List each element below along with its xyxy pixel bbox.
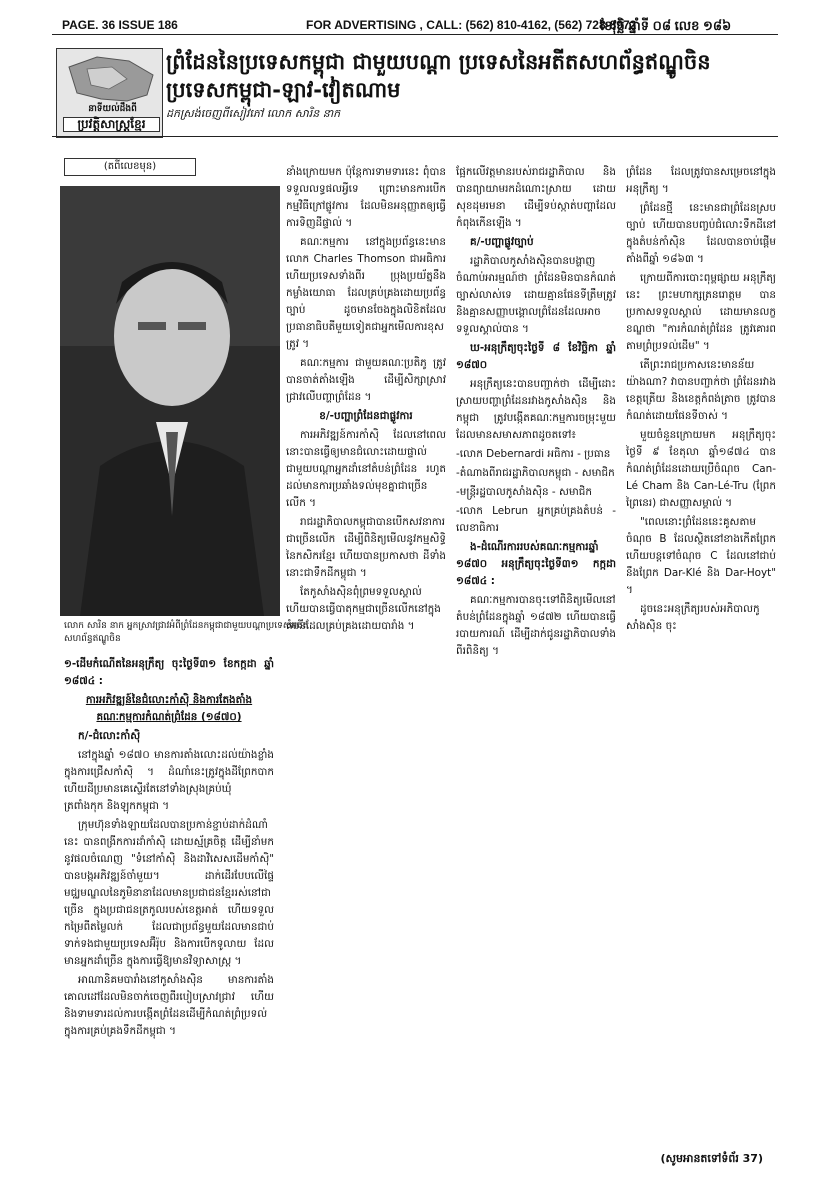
article-title-line-1: ព្រំដែននៃប្រទេសកម្ពុជា ជាមួយបណ្តា ប្រទេសនៃអតីតសហព័ន្ធឥណ្ឌូចិន xyxy=(166,50,711,74)
paragraph: ក្រុមហ៊ុនទាំងឡាយដែលបានប្រកាន់ខ្ជាប់ដាក់ដំណាំនេះ បានពង្រីកការដាំកាំស៊ិ ដោយស្ម័គ្រចិត្ត ដើម្បីនាំមកនូវផលចំណេញ "ទំនៅកាំស៊ិ និងដាវិសេសដើមកាំស៊ិ" បានបង្កអភិវឌ្ឍន៍ចាំមួយ។ ដាក់ដើរបែបលើផ្ទៃមជ្ឈមណ្ឌលនៃភូមិនានាដែលមានប្រជាជនខ្មែររស់នៅជាច្រើន ក្នុងប្រជាជនត្រកូលរបស់ខេត្តអាត់ ហើយទទួលកម្រៃពីតម្លៃលក់ ដែលជាប្រព័ន្ធមួយដែលមានជាប់ទាក់ទងជាមួយប្រទេសអ៊ឺរ៉ុប និងការបើកទូលាយ ដែលមានអ្នកដាំច្រើន ក្នុងការធ្វើឱ្យមានវិទ្យាសាស្ត្រ ។ xyxy=(64,819,274,967)
continued-label: (តពីលេខមុន) xyxy=(64,158,196,176)
logo-line-2: ប្រវត្តិសាស្ត្រខ្មែរ xyxy=(63,117,160,132)
advertising-line: FOR ADVERTISING , CALL: (562) 810-4162, (562) 728-8972 xyxy=(306,18,637,32)
paragraph: គណៈកម្មការ ជាមួយគណៈប្រតិភូ ត្រូវបានចាត់តាំងឡើង ដើម្បីសិក្សាស្រាវជ្រាវលើបញ្ហាព្រំដែន ។ xyxy=(286,357,446,403)
list-item: -តំណាងពីរាជរដ្ឋាភិបាលកម្ពុជា - សមាជិក xyxy=(456,467,615,479)
paragraph: ដូចនេះអនុក្រឹត្យរបស់អភិបាលកូសាំងស៊ិន ចុះ xyxy=(626,603,760,632)
list-item: -លោក Lebrun អ្នកគ្រប់គ្រងតំបន់ - លេខាធិការ xyxy=(456,505,616,534)
header-rule xyxy=(52,34,778,35)
logo-line-1: នាទីយល់ដឹងពី xyxy=(88,104,137,114)
paragraph: នៅក្នុងឆ្នាំ ១៨៧០ មានការតាំងលោះដល់យ៉ាងខ្លាំងក្នុងការជ្រើសកាំស៊ិ ។ ដំណាំនេះត្រូវក្នុងដីព្រែកបាក ហើយដីប្រមានគេស្ទើរតែនៅទាំងស្រុងគ្រប់ឃុំ ត្រពាំងកុក និងឡុកកម្ពុជា ។ xyxy=(64,749,274,812)
issue-date: ខែវុច្ឆិ ឆ្នាំទី ០៨ លេខ ១៨៦ xyxy=(600,18,732,33)
paragraph: រដ្ឋាភិបាលកូសាំងស៊ិនបានបង្ហាញចំណាប់អារម្មណ៍ថា ព្រំដែនមិនបានកំណត់ច្បាស់លាស់ទេ ដោយគ្មានផែនទីត្រឹមត្រូវ និងគ្មានសញ្ញាបង្គោលព្រំដែនដែលអាចទទួលស្គាល់បាន ។ xyxy=(456,255,616,335)
paragraph: ផ្អែកលើវត្តមានរបស់រាជរដ្ឋាភិបាល និងបានព្យាយាមរកដំណោះស្រាយ ដោយសុខដុមរមនា ដើម្បីទប់ស្កាត់បញ្ហាដែលកំពុងកើនឡើង ។ xyxy=(456,166,616,229)
paragraph: ក្រោយពីការបោះពុម្ពផ្សាយ អនុក្រឹត្យនេះ ព្រះមហាក្សត្រនរោត្តម បានប្រកាសទទួលស្គាល់ ដោយមានលក្ខខណ្ឌថា "ការកំណត់ព្រំដែន ត្រូវគោរពតាមព្រំប្រទល់ដើម" ។ xyxy=(626,272,776,352)
paragraph: រាជរដ្ឋាភិបាលកម្ពុជាបានបើកសវនាការជាច្រើនលើក ដើម្បីពិនិត្យមើលនូវកម្មសិទ្ធិនៃកសិករខ្មែរ ហើយបានប្រកាសថា ដីទាំងនោះជាទឹកដីកម្ពុជា ។ xyxy=(286,516,446,579)
continued-on-page: (សូមអានតទៅទំព័រ 37) xyxy=(660,1152,763,1165)
subsection-heading: ការអភិវឌ្ឍន៍នៃជំលោះកាំស៊ិ និងការតែងតាំងគណៈកម្មការកំណត់ព្រំដែន (១៨៧០) xyxy=(85,694,253,723)
subsection-heading: ក/-ជំលោះកាំស៊ិ xyxy=(78,730,141,742)
paragraph: ការអភិវឌ្ឍន៍ការកាំស៊ិ ដែលនៅពេលនោះបានធ្វើឲ្យមានជំលោះដោយផ្ទាល់ជាមួយបណ្ដាអ្នកដាំនៅតំបន់ព្រំដែន រហូតដល់មានការប្រឆាំងទល់មុខគ្នាជាច្រើនលើក ។ xyxy=(286,429,446,509)
column-3 xyxy=(456,164,616,662)
paragraph: នាំងក្រោយមក ប៉ុន្តែការទាមទារនេះ ពុំបានទទួលលទ្ធផលអ្វីទេ ព្រោះមានការបើកកម្មវិធីក្រៅផ្លូវការ ដែលមិនអនុញ្ញាតឲ្យធ្វើការទិញដីផ្ទាល់ ។ xyxy=(286,166,446,229)
paragraph: "ពេលនោះព្រំដែននេះគូសតាមចំណុច B ដែលស្ថិតនៅខាងកើតព្រែក ហើយបន្តទៅចំណុច C ដែលនៅជាប់នឹងព្រែក Dar-Klé និង Dar-Hoyt" ។ xyxy=(626,516,776,596)
title-rule xyxy=(52,136,778,137)
list-item: -លោក Debernardi អធិការ - ប្រធាន xyxy=(456,448,611,460)
column-1 xyxy=(64,656,274,1042)
section-heading: ១-ដើមកំណើតនៃអនុក្រឹត្យ ចុះថ្ងៃទី៣១ ខែកក្កដា ឆ្នាំ ១៨៧៤ : xyxy=(64,658,274,687)
portrait-icon xyxy=(60,186,280,616)
author-photo xyxy=(60,186,280,616)
paragraph: គណៈកម្មការបានចុះទៅពិនិត្យមើលនៅតំបន់ព្រំដែនក្នុងឆ្នាំ ១៨៧២ ហើយបានធ្វើរបាយការណ៍ ដើម្បីដាក់ជូនរដ្ឋាភិបាលទាំងពីរពិនិត្យ ។ xyxy=(456,594,616,657)
section-logo xyxy=(56,48,163,138)
subsection-heading: ង-ដំណើរការរបស់គណៈកម្មការឆ្នាំ ១៨៧០ អនុក្រឹត្យចុះថ្ងៃទី៣១ កក្កដា ១៨៧៤ : xyxy=(456,541,616,587)
column-4 xyxy=(626,164,776,637)
subsection-heading: គ/-បញ្ហាផ្លូវច្បាប់ xyxy=(470,236,534,248)
paragraph: ព្រំដែនថ្មី នេះមានជាព្រំដែនស្របច្បាប់ ហើយបានបញ្ចប់ជំលោះទឹកដីនៅក្នុងតំបន់កាំស៊ិន ដែលបានចាប់ផ្តើមតាំងពីឆ្នាំ ១៨៦៣ ។ xyxy=(626,202,776,265)
page-issue: PAGE. 36 ISSUE 186 xyxy=(62,18,178,32)
paragraph: តែកូសាំងស៊ិនពុំព្រមទទួលស្គាល់ ហើយបានធ្វើបាតុកម្មជាច្រើនលើកនៅក្នុងតំបន់ដែលគ្រប់គ្រងដោយបារាំង ។ xyxy=(286,586,441,632)
subsection-heading: ខ/-បញ្ហាព្រំដែនជាផ្លូវការ xyxy=(319,410,413,422)
subsection-heading: ឃ-អនុក្រឹត្យចុះថ្ងៃទី ៨ ខែវិច្ឆិកា ឆ្នាំ ១៨៧០ xyxy=(456,342,616,371)
article-byline: ដកស្រង់ចេញពីសៀវភៅ លោក សារិន នាក xyxy=(166,107,341,120)
paragraph: គណៈកម្មការ នៅក្នុងប្រព័ន្ធនេះមានលោក Charles Thomson ជាអធិការ ហើយប្រទេសទាំងពីរ ប្រុងប្រយ័ត្ននឹងកម្លាំងយោធា ដែលគ្រប់គ្រងដោយប្រព័ន្ធច្បាប់ ដូចមានចែងក្នុងលិខិតដែលប្រធានាធិបតីមួយទៀតជាអ្នកមើលការខុសត្រូវ ។ xyxy=(286,236,446,350)
paragraph: អាណានិគមបារាំងនៅកូសាំងស៊ិន មានការតាំងគោលដៅដែលមិនចាក់ចេញពីរបៀបស្រាវជ្រាវ ហើយនិងទាមទារដល់ការបង្កើតព្រំដែនដើម្បីកំណត់ព្រំប្រទល់ក្នុងការគ្រប់គ្រងទឹកដីកម្ពុជា ។ xyxy=(64,974,274,1037)
photo-caption: លោក សារិន នាក អ្នកស្រាវជ្រាវអំពីព្រំដែនកម្ពុជាជាមួយបណ្តាប្រទេសអតីតសហព័ន្ធឥណ្ឌូចិន xyxy=(64,621,309,644)
paragraph: តើព្រះរាជប្រកាសនេះមានន័យយ៉ាងណា? វាបានបញ្ជាក់ថា ព្រំដែនរវាងខេត្តត្រើយ និងខេត្តកំពង់ត្រាច ត្រូវបានកំណត់ដោយផែនទីចាស់ ។ xyxy=(626,359,776,422)
column-2 xyxy=(286,164,446,637)
paragraph: អនុក្រឹត្យនេះបានបញ្ជាក់ថា ដើម្បីដោះស្រាយបញ្ហាព្រំដែនរវាងកូសាំងស៊ិន និងកម្ពុជា ត្រូវបង្កើតគណៈកម្មការចម្រុះមួយ ដែលមានសមាសភាពដូចតទៅ៖ xyxy=(456,378,616,441)
article-title-line-2: ប្រទេសកម្ពុជា-ឡាវ-វៀតណាម xyxy=(166,78,401,102)
paragraph: ព្រំដែន ដែលត្រូវបានសម្រេចនៅក្នុងអនុក្រឹត្យ ។ xyxy=(626,166,776,195)
paragraph: មួយចំនួនក្រោយមក អនុក្រឹត្យចុះថ្ងៃទី ៩ ខែតុលា ឆ្នាំ១៨៧៤ បានកំណត់ព្រំដែនដោយប្រើចំណុច Can-Lé Cham និង Can-Lé-Tru (ព្រែកព្រៃនេរ) ជាសញ្ញាសម្គាល់ ។ xyxy=(626,429,776,509)
list-item: -មន្ត្រីរដ្ឋបាលកូសាំងស៊ិន - សមាជិក xyxy=(456,486,592,498)
